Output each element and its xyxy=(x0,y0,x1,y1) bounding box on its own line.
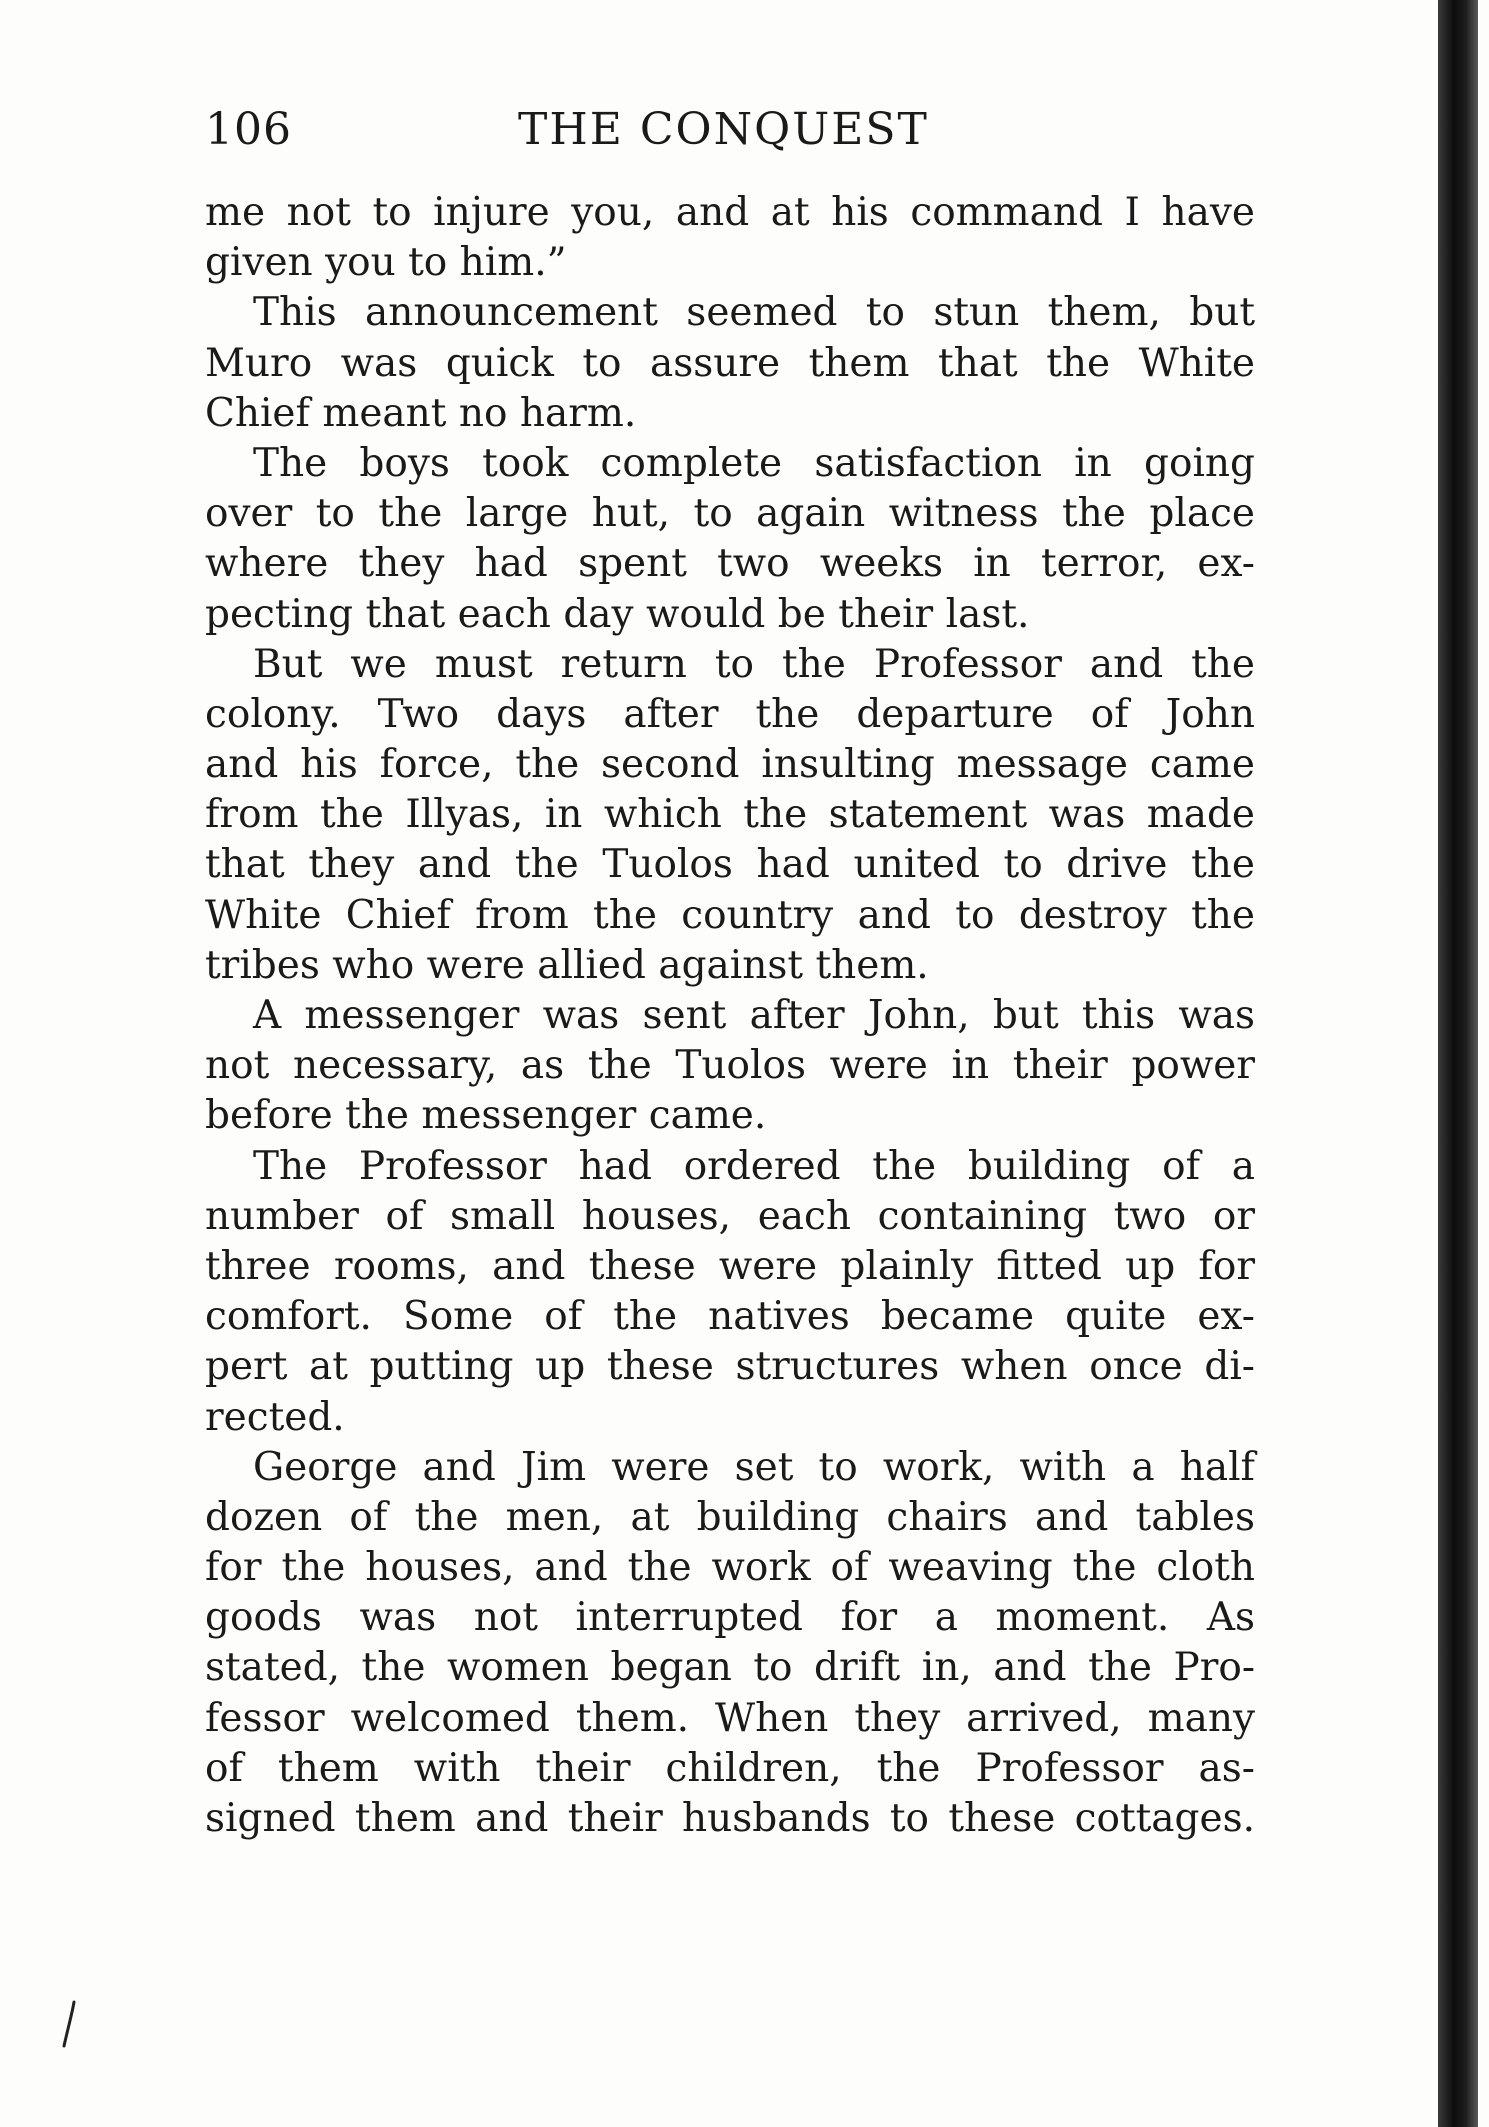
text-line: for the houses, and the work of weaving the cloth xyxy=(205,1545,1255,1591)
page-binding-edge xyxy=(1438,0,1478,2127)
text-line: comfort. Some of the natives became quite ex- xyxy=(205,1294,1255,1340)
text-line: pecting that each day would be their last. xyxy=(205,591,1030,637)
stray-pen-mark xyxy=(62,2000,76,2050)
text-line: rected. xyxy=(205,1394,345,1440)
page-number: 106 xyxy=(205,104,292,155)
text-line: This announcement seemed to stun them, but xyxy=(253,290,1255,336)
text-line: three rooms, and these were plainly fitted up for xyxy=(205,1243,1255,1289)
text-line: The Professor had ordered the building of a xyxy=(253,1143,1255,1189)
text-line: dozen of the men, at building chairs and tables xyxy=(205,1494,1255,1540)
text-line: from the Illyas, in which the statement was made xyxy=(205,792,1255,838)
text-line: George and Jim were set to work, with a half xyxy=(253,1444,1255,1490)
text-line: Muro was quick to assure them that the White xyxy=(205,340,1255,386)
text-line: stated, the women began to drift in, and the Pro- xyxy=(205,1645,1255,1691)
text-line: The boys took complete satisfaction in going xyxy=(253,440,1255,486)
text-line: fessor welcomed them. When they arrived, many xyxy=(205,1695,1255,1741)
text-line: me not to injure you, and at his command I have xyxy=(205,190,1255,235)
text-line: goods was not interrupted for a moment. As xyxy=(205,1595,1255,1641)
text-line: number of small houses, each containing two or xyxy=(205,1193,1255,1239)
text-line: of them with their children, the Professor as- xyxy=(205,1745,1255,1791)
text-line: Chief meant no harm. xyxy=(205,390,637,436)
page-header xyxy=(205,100,1255,160)
text-line: signed them and their husbands to these cottages. xyxy=(205,1796,1255,1841)
text-line: given you to him.” xyxy=(205,240,567,286)
text-line: that they and the Tuolos had united to drive the xyxy=(205,842,1255,888)
text-line: over to the large hut, to again witness the place xyxy=(205,491,1255,537)
text-line: pert at putting up these structures when once di- xyxy=(205,1344,1255,1390)
body-text xyxy=(205,188,1255,1844)
text-line: where they had spent two weeks in terror, ex- xyxy=(205,541,1255,587)
text-line: tribes who were allied against them. xyxy=(205,942,929,988)
text-line: White Chief from the country and to destroy the xyxy=(205,892,1255,938)
text-line: But we must return to the Professor and the xyxy=(253,641,1255,687)
running-title: THE CONQUEST xyxy=(518,104,929,155)
text-line: A messenger was sent after John, but this was xyxy=(253,993,1255,1038)
text-line: colony. Two days after the departure of John xyxy=(205,691,1255,737)
text-line: and his force, the second insulting message came xyxy=(205,742,1255,788)
text-line: not necessary, as the Tuolos were in their power xyxy=(205,1043,1255,1089)
text-line: before the messenger came. xyxy=(205,1093,767,1139)
